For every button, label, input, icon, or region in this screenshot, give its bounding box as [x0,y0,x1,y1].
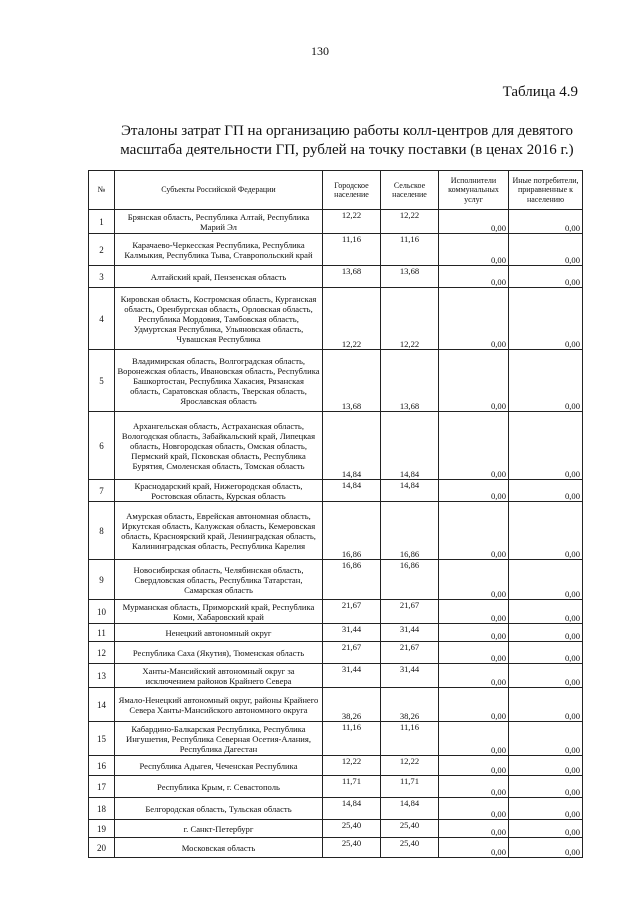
row-subject: Мурманская область, Приморский край, Республика Коми, Хабаровский край [115,600,323,624]
row-subject: г. Санкт-Петербург [115,820,323,838]
document-title: Эталоны затрат ГП на организацию работы колл-центров для девятого масштаба деятельности ГП, рублей на точку поставки (в ценах 2016 г.) [120,123,574,158]
row-other-value: 0,00 [509,624,583,642]
row-rural-value: 14,84 [381,412,439,480]
row-utility-value: 0,00 [439,722,509,756]
row-utility-value: 0,00 [439,600,509,624]
header-rural: Сельское население [381,171,439,210]
row-rural-value: 12,22 [381,288,439,350]
table-row [89,776,583,798]
row-utility-value: 0,00 [439,624,509,642]
row-utility-value: 0,00 [439,210,509,234]
row-urban-value: 14,84 [323,412,381,480]
row-other-value: 0,00 [509,350,583,412]
row-subject: Архангельская область, Астраханская область, Вологодская область, Забайкальский край, Липецкая область, Новгородская область, Омская область, Пермский край, Псковская область, Республика Бурятия, Смоленская область, Томская область [115,412,323,480]
table-row [89,350,583,412]
row-other-value: 0,00 [509,722,583,756]
row-subject: Республика Крым, г. Севастополь [115,776,323,798]
table-row [89,722,583,756]
row-rural-value: 12,22 [381,756,439,776]
row-other-value: 0,00 [509,234,583,266]
table-number: Таблица 4.9 [502,84,578,100]
row-urban-value: 31,44 [323,624,381,642]
table-body [89,210,583,858]
row-subject: Ханты-Мансийский автономный округ за исключением районов Крайнего Севера [115,664,323,688]
row-utility-value: 0,00 [439,820,509,838]
row-number: 18 [89,798,115,820]
row-rural-value: 21,67 [381,642,439,664]
row-other-value: 0,00 [509,288,583,350]
row-rural-value: 38,26 [381,688,439,722]
row-subject: Ямало-Ненецкий автономный округ, районы Крайнего Севера Ханты-Мансийского автономного округа [115,688,323,722]
row-utility-value: 0,00 [439,560,509,600]
row-rural-value: 16,86 [381,560,439,600]
row-urban-value: 13,68 [323,266,381,288]
row-urban-value: 11,16 [323,234,381,266]
row-utility-value: 0,00 [439,798,509,820]
table-row [89,560,583,600]
row-utility-value: 0,00 [439,412,509,480]
row-utility-value: 0,00 [439,266,509,288]
row-subject: Владимирская область, Волгоградская область, Воронежская область, Ивановская область, Республика Башкортостан, Республика Хакасия, Рязанская область, Саратовская область, Тверская область, Ярославская область [115,350,323,412]
row-subject: Амурская область, Еврейская автономная область, Иркутская область, Калужская область, Кемеровская область, Красноярский край, Ленинградская область, Калининградская область, Республика Карелия [115,502,323,560]
row-other-value: 0,00 [509,266,583,288]
header-urban: Городское население [323,171,381,210]
row-other-value: 0,00 [509,798,583,820]
row-other-value: 0,00 [509,688,583,722]
row-number: 17 [89,776,115,798]
row-number: 12 [89,642,115,664]
header-utility: Исполнители коммунальных услуг [439,171,509,210]
table-row [89,756,583,776]
table-row [89,642,583,664]
row-number: 3 [89,266,115,288]
row-subject: Кабардино-Балкарская Республика, Республика Ингушетия, Республика Северная Осетия-Алания, Республика Дагестан [115,722,323,756]
row-utility-value: 0,00 [439,234,509,266]
row-rural-value: 13,68 [381,266,439,288]
row-number: 19 [89,820,115,838]
row-urban-value: 12,22 [323,288,381,350]
row-urban-value: 25,40 [323,838,381,858]
row-rural-value: 11,16 [381,722,439,756]
row-subject: Карачаево-Черкесская Республика, Республика Калмыкия, Республика Тыва, Ставропольский край [115,234,323,266]
row-number: 8 [89,502,115,560]
table-row [89,266,583,288]
row-number: 16 [89,756,115,776]
row-utility-value: 0,00 [439,776,509,798]
row-utility-value: 0,00 [439,838,509,858]
row-other-value: 0,00 [509,502,583,560]
header-subject: Субъекты Российской Федерации [115,171,323,210]
row-urban-value: 31,44 [323,664,381,688]
row-number: 11 [89,624,115,642]
table-header-row [89,171,583,210]
row-other-value: 0,00 [509,838,583,858]
row-rural-value: 11,71 [381,776,439,798]
row-utility-value: 0,00 [439,288,509,350]
row-number: 6 [89,412,115,480]
row-other-value: 0,00 [509,600,583,624]
row-number: 13 [89,664,115,688]
row-urban-value: 25,40 [323,820,381,838]
row-other-value: 0,00 [509,642,583,664]
table-row [89,600,583,624]
row-other-value: 0,00 [509,756,583,776]
row-urban-value: 11,16 [323,722,381,756]
row-urban-value: 14,84 [323,480,381,502]
table-row [89,288,583,350]
row-rural-value: 31,44 [381,624,439,642]
row-rural-value: 31,44 [381,664,439,688]
row-rural-value: 14,84 [381,480,439,502]
row-other-value: 0,00 [509,412,583,480]
table-row [89,664,583,688]
row-utility-value: 0,00 [439,756,509,776]
row-subject: Новосибирская область, Челябинская область, Свердловская область, Республика Татарстан, Самарская область [115,560,323,600]
row-number: 2 [89,234,115,266]
table-row [89,480,583,502]
row-rural-value: 21,67 [381,600,439,624]
row-other-value: 0,00 [509,664,583,688]
table-row [89,798,583,820]
row-rural-value: 14,84 [381,798,439,820]
table-row [89,412,583,480]
row-number: 5 [89,350,115,412]
header-other: Иные потребители, приравненные к населению [509,171,583,210]
row-subject: Брянская область, Республика Алтай, Республика Марий Эл [115,210,323,234]
row-utility-value: 0,00 [439,688,509,722]
row-number: 1 [89,210,115,234]
table-row [89,210,583,234]
row-urban-value: 14,84 [323,798,381,820]
cost-table [88,170,583,858]
row-subject: Краснодарский край, Нижегородская область, Ростовская область, Курская область [115,480,323,502]
row-subject: Ненецкий автономный округ [115,624,323,642]
row-utility-value: 0,00 [439,502,509,560]
row-number: 9 [89,560,115,600]
row-other-value: 0,00 [509,210,583,234]
row-rural-value: 11,16 [381,234,439,266]
row-number: 20 [89,838,115,858]
row-utility-value: 0,00 [439,642,509,664]
row-utility-value: 0,00 [439,350,509,412]
row-other-value: 0,00 [509,560,583,600]
row-subject: Кировская область, Костромская область, Курганская область, Оренбургская область, Орловская область, Республика Мордовия, Тамбовская область, Удмуртская Республика, Ульяновская область, Чувашская Республика [115,288,323,350]
row-other-value: 0,00 [509,776,583,798]
row-number: 10 [89,600,115,624]
table-row [89,688,583,722]
row-urban-value: 16,86 [323,502,381,560]
table-row [89,502,583,560]
row-urban-value: 21,67 [323,642,381,664]
row-rural-value: 25,40 [381,838,439,858]
row-urban-value: 11,71 [323,776,381,798]
row-number: 4 [89,288,115,350]
row-rural-value: 25,40 [381,820,439,838]
row-subject: Белгородская область, Тульская область [115,798,323,820]
row-urban-value: 12,22 [323,756,381,776]
row-urban-value: 13,68 [323,350,381,412]
table-row [89,838,583,858]
row-utility-value: 0,00 [439,664,509,688]
table-row [89,234,583,266]
table-row [89,820,583,838]
row-number: 14 [89,688,115,722]
row-number: 15 [89,722,115,756]
row-utility-value: 0,00 [439,480,509,502]
row-urban-value: 16,86 [323,560,381,600]
row-other-value: 0,00 [509,820,583,838]
row-rural-value: 16,86 [381,502,439,560]
row-urban-value: 21,67 [323,600,381,624]
row-subject: Республика Адыгея, Чеченская Республика [115,756,323,776]
row-rural-value: 13,68 [381,350,439,412]
row-subject: Республика Саха (Якутия), Тюменская область [115,642,323,664]
row-urban-value: 38,26 [323,688,381,722]
row-subject: Алтайский край, Пензенская область [115,266,323,288]
page-number: 130 [311,44,329,58]
row-urban-value: 12,22 [323,210,381,234]
row-number: 7 [89,480,115,502]
table-row [89,624,583,642]
row-rural-value: 12,22 [381,210,439,234]
row-subject: Московская область [115,838,323,858]
header-no: № [89,171,115,210]
row-other-value: 0,00 [509,480,583,502]
